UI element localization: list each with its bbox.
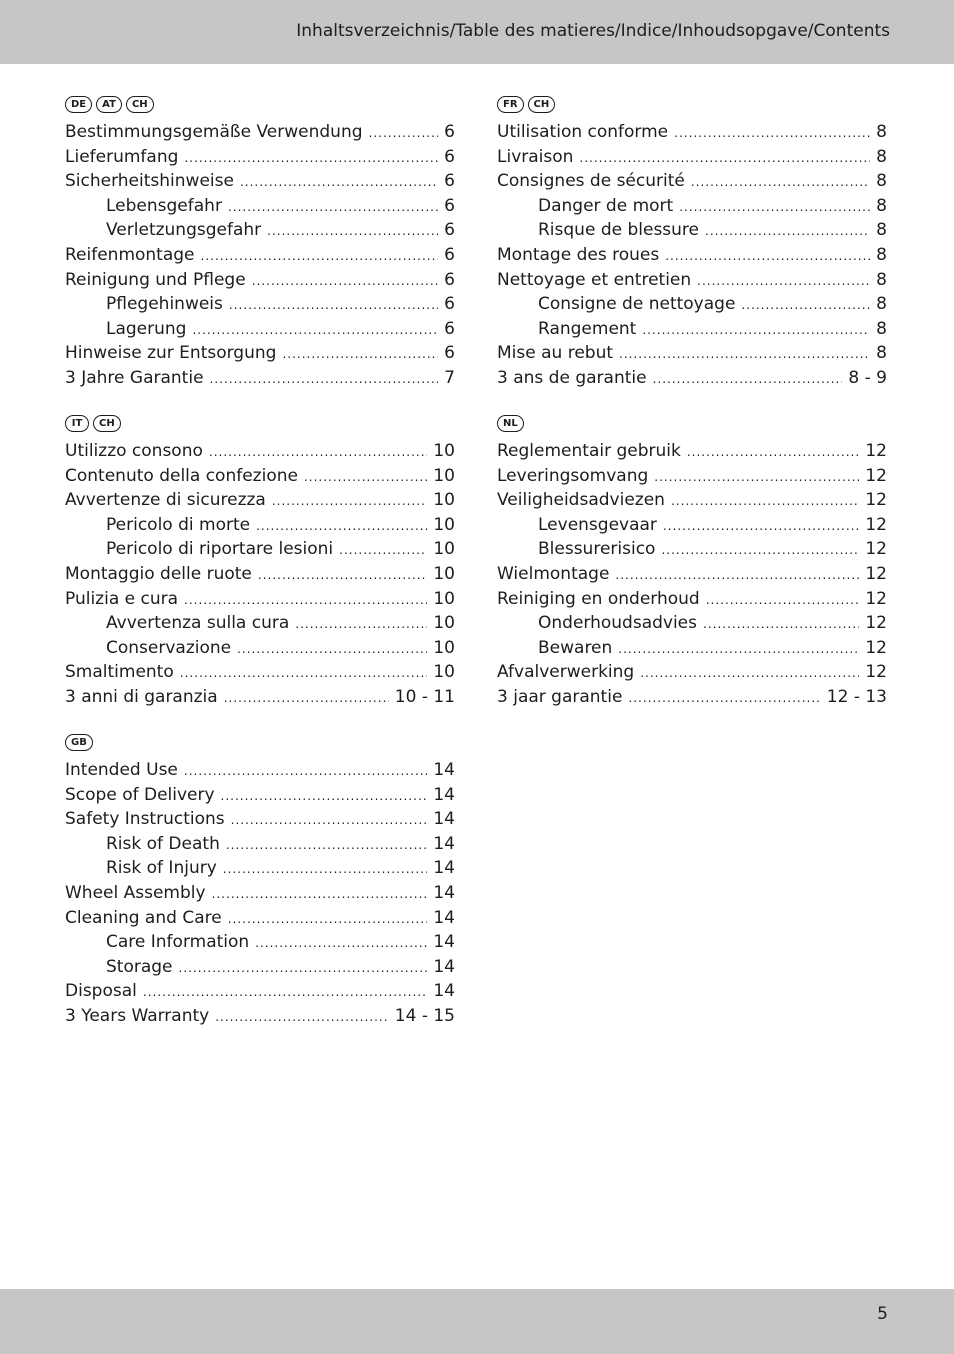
toc-subentry <box>65 196 455 221</box>
toc-entry <box>497 490 887 515</box>
toc-entry <box>65 662 455 687</box>
toc-subentry <box>497 220 887 245</box>
toc-entry-page: 8 <box>876 294 887 315</box>
toc-entry-page: 8 <box>876 318 887 339</box>
language-badges <box>65 96 455 116</box>
toc-entry <box>497 564 887 589</box>
language-badges <box>497 96 887 116</box>
toc-entry-page: 6 <box>444 171 455 192</box>
toc-entry-label: Pericolo di riportare lesioni <box>106 539 334 560</box>
toc-subentry <box>65 515 455 540</box>
toc-entry-label: Pflegehinweis <box>106 294 223 315</box>
toc-entry-label: Reifenmontage <box>65 244 195 265</box>
toc-entry-label: Verletzungsgefahr <box>106 220 262 241</box>
toc-entry-label: Pulizia e cura <box>65 588 179 609</box>
toc-entry-page: 14 <box>433 760 455 780</box>
toc-entry <box>65 1006 455 1031</box>
toc-entry <box>65 270 455 295</box>
toc-entry-label: Danger de mort <box>538 195 674 216</box>
toc-entry-label: Sicherheitshinweise <box>65 171 234 192</box>
toc-entry-label: 3 Years Warranty <box>65 1005 210 1026</box>
toc-entry-label: Bewaren <box>538 637 613 658</box>
toc-entry <box>497 662 887 687</box>
toc-entry-page: 10 <box>433 637 455 658</box>
country-badge: AT <box>96 96 122 113</box>
toc-entry-label: Wheel Assembly <box>65 882 206 903</box>
dot-leader <box>654 470 859 484</box>
toc-subentry <box>65 220 455 245</box>
dot-leader <box>184 593 427 607</box>
toc-entry-page: 14 <box>433 981 455 1002</box>
dot-leader <box>304 470 427 484</box>
toc-subentry <box>65 858 455 883</box>
dot-leader <box>642 323 870 337</box>
toc-entry-label: Lagerung <box>106 318 187 339</box>
country-badge: GB <box>65 734 93 751</box>
country-badge: CH <box>126 96 154 113</box>
dot-leader <box>665 249 870 263</box>
footer-bar <box>0 1289 954 1354</box>
toc-subentry <box>65 834 455 859</box>
toc-entry-page: 6 <box>444 269 455 290</box>
country-badge: FR <box>497 96 524 113</box>
toc-entry-page: 6 <box>444 220 455 241</box>
toc-entry <box>65 908 455 933</box>
toc-entry-label: 3 ans de garantie <box>497 367 647 388</box>
toc-entry <box>497 270 887 295</box>
dot-leader <box>267 224 438 238</box>
toc-entry-label: Veiligheidsadviezen <box>497 490 665 511</box>
header-bar <box>0 0 954 64</box>
toc-subentry <box>497 515 887 540</box>
toc-entry-label: 3 Jahre Garantie <box>65 367 204 388</box>
toc-entry-label: 3 jaar garantie <box>497 686 623 707</box>
toc-subentry <box>65 932 455 957</box>
toc-section-fr <box>497 96 887 393</box>
language-badges <box>497 415 887 435</box>
toc-entry-label: Nettoyage et entretien <box>497 269 692 290</box>
toc-entry <box>497 122 887 147</box>
dot-leader <box>192 323 438 337</box>
toc-subentry <box>65 613 455 638</box>
toc-entry-page: 12 <box>865 563 887 584</box>
toc-entry-page: 10 <box>433 588 455 609</box>
toc-entry-page: 8 <box>876 171 887 192</box>
country-badge: CH <box>528 96 556 113</box>
dot-leader <box>653 372 843 386</box>
toc-entry-page: 10 <box>433 465 455 486</box>
country-badge: NL <box>497 415 524 432</box>
toc-entry-page: 14 <box>433 833 455 854</box>
toc-entry <box>65 981 455 1006</box>
dot-leader <box>697 274 870 288</box>
toc-entry-label: Bestimmungsgemäße Verwendung <box>65 122 363 142</box>
toc-entry-page: 10 <box>433 662 455 683</box>
dot-leader <box>339 543 427 557</box>
toc-entry-label: Montaggio delle ruote <box>65 563 252 584</box>
toc-subentry <box>497 196 887 221</box>
toc-entry <box>65 589 455 614</box>
dot-leader <box>212 887 428 901</box>
toc-entry-label: Montage des roues <box>497 244 660 265</box>
toc-entry <box>65 368 455 393</box>
toc-entry-page: 6 <box>444 343 455 364</box>
toc-entry-page: 12 <box>865 613 887 634</box>
toc-subentry <box>497 539 887 564</box>
toc-entry-page: 10 <box>433 539 455 560</box>
page-title: Inhaltsverzeichnis/Table des matieres/Indice/Inhoudsopgave/Contents <box>296 21 890 41</box>
toc-entry-label: Contenuto della confezione <box>65 465 298 486</box>
toc-subentry <box>65 539 455 564</box>
toc-entry-page: 8 - 9 <box>848 367 887 388</box>
dot-leader <box>180 666 428 680</box>
country-badge: DE <box>65 96 92 113</box>
dot-leader <box>184 764 427 778</box>
dot-leader <box>228 912 428 926</box>
toc-entry-page: 12 - 13 <box>826 686 887 707</box>
toc-entry-page: 12 <box>865 662 887 683</box>
toc-subentry <box>65 638 455 663</box>
dot-leader <box>256 519 427 533</box>
toc-entry-label: Rangement <box>538 318 637 339</box>
toc-entry-label: Storage <box>106 956 173 977</box>
toc-entry <box>65 122 455 147</box>
toc-entry <box>65 883 455 908</box>
toc-list <box>65 441 455 712</box>
toc-subentry <box>65 957 455 982</box>
toc-entry-label: Disposal <box>65 981 137 1002</box>
toc-entry <box>65 171 455 196</box>
toc-entry <box>497 687 887 712</box>
toc-entry-label: Utilizzo consono <box>65 441 203 461</box>
dot-leader <box>223 862 428 876</box>
dot-leader <box>663 519 859 533</box>
toc-entry-label: Lebensgefahr <box>106 195 222 216</box>
toc-entry <box>65 760 455 785</box>
dot-leader <box>210 372 439 386</box>
toc-entry-label: Avvertenze di sicurezza <box>65 490 266 511</box>
toc-entry-label: Levensgevaar <box>538 514 657 535</box>
toc-entry-page: 12 <box>865 539 887 560</box>
dot-leader <box>228 200 438 214</box>
toc-entry-label: Wielmontage <box>497 563 610 584</box>
toc-entry-page: 14 <box>433 809 455 830</box>
dot-leader <box>618 642 859 656</box>
toc-entry <box>65 245 455 270</box>
toc-entry <box>497 343 887 368</box>
toc-entry-page: 8 <box>876 269 887 290</box>
toc-entry-page: 8 <box>876 244 887 265</box>
toc-entry-page: 8 <box>876 343 887 364</box>
toc-entry <box>497 171 887 196</box>
language-badges <box>65 734 455 754</box>
toc-entry-page: 6 <box>444 195 455 216</box>
toc-entry-page: 14 <box>433 907 455 928</box>
toc-subentry <box>497 319 887 344</box>
toc-list <box>497 122 887 393</box>
toc-entry-label: Risk of Injury <box>106 858 217 879</box>
toc-entry-label: Reinigung und Pflege <box>65 269 246 290</box>
page-number: 5 <box>877 1304 888 1324</box>
dot-leader <box>671 494 859 508</box>
dot-leader <box>237 642 427 656</box>
dot-leader <box>215 1010 389 1024</box>
dot-leader <box>679 200 870 214</box>
toc-subentry <box>497 294 887 319</box>
toc-entry-label: Leveringsomvang <box>497 465 649 486</box>
toc-entry-page: 14 <box>433 858 455 879</box>
country-badge: CH <box>93 415 121 432</box>
dot-leader <box>184 151 438 165</box>
dot-leader <box>640 666 859 680</box>
toc-section-de <box>65 96 455 393</box>
dot-leader <box>179 961 428 975</box>
toc-entry-label: Conservazione <box>106 637 232 658</box>
toc-entry-label: Reglementair gebruik <box>497 441 681 461</box>
toc-entry <box>65 466 455 491</box>
toc-section-gb <box>65 734 455 1031</box>
toc-list <box>65 122 455 393</box>
toc-entry-label: Blessurerisico <box>538 539 656 560</box>
toc-entry-page: 12 <box>865 588 887 609</box>
dot-leader <box>143 985 427 999</box>
toc-entry-page: 8 <box>876 122 887 142</box>
toc-entry <box>497 245 887 270</box>
toc-subentry <box>65 294 455 319</box>
toc-entry-label: 3 anni di garanzia <box>65 686 218 707</box>
toc-entry-page: 10 - 11 <box>394 686 455 707</box>
toc-entry-label: Safety Instructions <box>65 809 225 830</box>
toc-section-nl <box>497 415 887 712</box>
toc-entry-page: 12 <box>865 441 887 461</box>
toc-entry <box>497 589 887 614</box>
toc-entry-label: Consignes de sécurité <box>497 171 685 192</box>
dot-leader <box>703 617 859 631</box>
toc-entry <box>65 147 455 172</box>
dot-leader <box>252 274 438 288</box>
toc-entry <box>65 343 455 368</box>
dot-leader <box>282 347 438 361</box>
dot-leader <box>226 838 428 852</box>
dot-leader <box>258 568 427 582</box>
toc-entry <box>497 368 887 393</box>
toc-entry-label: Intended Use <box>65 760 178 780</box>
dot-leader <box>615 568 859 582</box>
dot-leader <box>229 298 438 312</box>
toc-entry <box>65 564 455 589</box>
toc-entry-page: 8 <box>876 195 887 216</box>
dot-leader <box>628 691 820 705</box>
dot-leader <box>221 789 428 803</box>
dot-leader <box>579 151 870 165</box>
toc-entry-label: Risque de blessure <box>538 220 700 241</box>
toc-entry-page: 6 <box>444 122 455 142</box>
toc-entry-page: 12 <box>865 514 887 535</box>
toc-entry-page: 6 <box>444 146 455 167</box>
dot-leader <box>295 617 427 631</box>
toc-entry-label: Consigne de nettoyage <box>538 294 736 315</box>
toc-entry <box>497 441 887 466</box>
toc-entry-label: Pericolo di morte <box>106 514 251 535</box>
dot-leader <box>240 175 438 189</box>
toc-entry <box>65 490 455 515</box>
toc-entry <box>65 441 455 466</box>
dot-leader <box>705 224 870 238</box>
toc-entry-label: Care Information <box>106 932 250 953</box>
toc-entry-page: 12 <box>865 637 887 658</box>
dot-leader <box>687 445 860 459</box>
dot-leader <box>619 347 870 361</box>
toc-entry-page: 6 <box>444 244 455 265</box>
toc-entry-label: Mise au rebut <box>497 343 614 364</box>
country-badge: IT <box>65 415 89 432</box>
toc-entry <box>65 687 455 712</box>
dot-leader <box>369 126 439 140</box>
toc-entry-page: 12 <box>865 465 887 486</box>
toc-entry-page: 6 <box>444 294 455 315</box>
toc-entry <box>497 147 887 172</box>
toc-entry-page: 10 <box>433 490 455 511</box>
toc-entry-page: 8 <box>876 146 887 167</box>
toc-entry-page: 14 - 15 <box>394 1005 455 1026</box>
dot-leader <box>201 249 439 263</box>
language-badges <box>65 415 455 435</box>
toc-entry-page: 10 <box>433 613 455 634</box>
toc-entry <box>65 785 455 810</box>
dot-leader <box>674 126 870 140</box>
toc-entry-label: Utilisation conforme <box>497 122 669 142</box>
dot-leader <box>224 691 389 705</box>
dot-leader <box>255 936 427 950</box>
toc-entry-page: 14 <box>433 956 455 977</box>
toc-entry-label: Livraison <box>497 146 574 167</box>
toc-entry-page: 6 <box>444 318 455 339</box>
toc-entry-label: Scope of Delivery <box>65 784 215 805</box>
toc-entry-page: 14 <box>433 784 455 805</box>
toc-entry-page: 10 <box>433 441 455 461</box>
toc-entry-page: 14 <box>433 882 455 903</box>
toc-entry-page: 10 <box>433 514 455 535</box>
toc-entry-label: Reiniging en onderhoud <box>497 588 700 609</box>
toc-list <box>65 760 455 1031</box>
toc-entry-label: Avvertenza sulla cura <box>106 613 290 634</box>
dot-leader <box>691 175 870 189</box>
toc-entry-label: Risk of Death <box>106 833 220 854</box>
dot-leader <box>209 445 427 459</box>
dot-leader <box>741 298 870 312</box>
toc-entry <box>65 809 455 834</box>
toc-subentry <box>497 613 887 638</box>
toc-entry-label: Afvalverwerking <box>497 662 635 683</box>
dot-leader <box>231 813 428 827</box>
toc-entry-label: Hinweise zur Entsorgung <box>65 343 277 364</box>
toc-entry-page: 8 <box>876 220 887 241</box>
toc-entry-label: Onderhoudsadvies <box>538 613 698 634</box>
toc-entry-label: Smaltimento <box>65 662 174 683</box>
toc-subentry <box>497 638 887 663</box>
toc-entry <box>497 466 887 491</box>
toc-entry-page: 7 <box>444 367 455 388</box>
toc-entry-page: 14 <box>433 932 455 953</box>
toc-entry-label: Cleaning and Care <box>65 907 222 928</box>
toc-entry-page: 12 <box>865 490 887 511</box>
toc-subentry <box>65 319 455 344</box>
dot-leader <box>272 494 428 508</box>
dot-leader <box>661 543 859 557</box>
dot-leader <box>706 593 860 607</box>
toc-list <box>497 441 887 712</box>
toc-entry-label: Lieferumfang <box>65 146 179 167</box>
toc-entry-page: 10 <box>433 563 455 584</box>
toc-section-it <box>65 415 455 712</box>
